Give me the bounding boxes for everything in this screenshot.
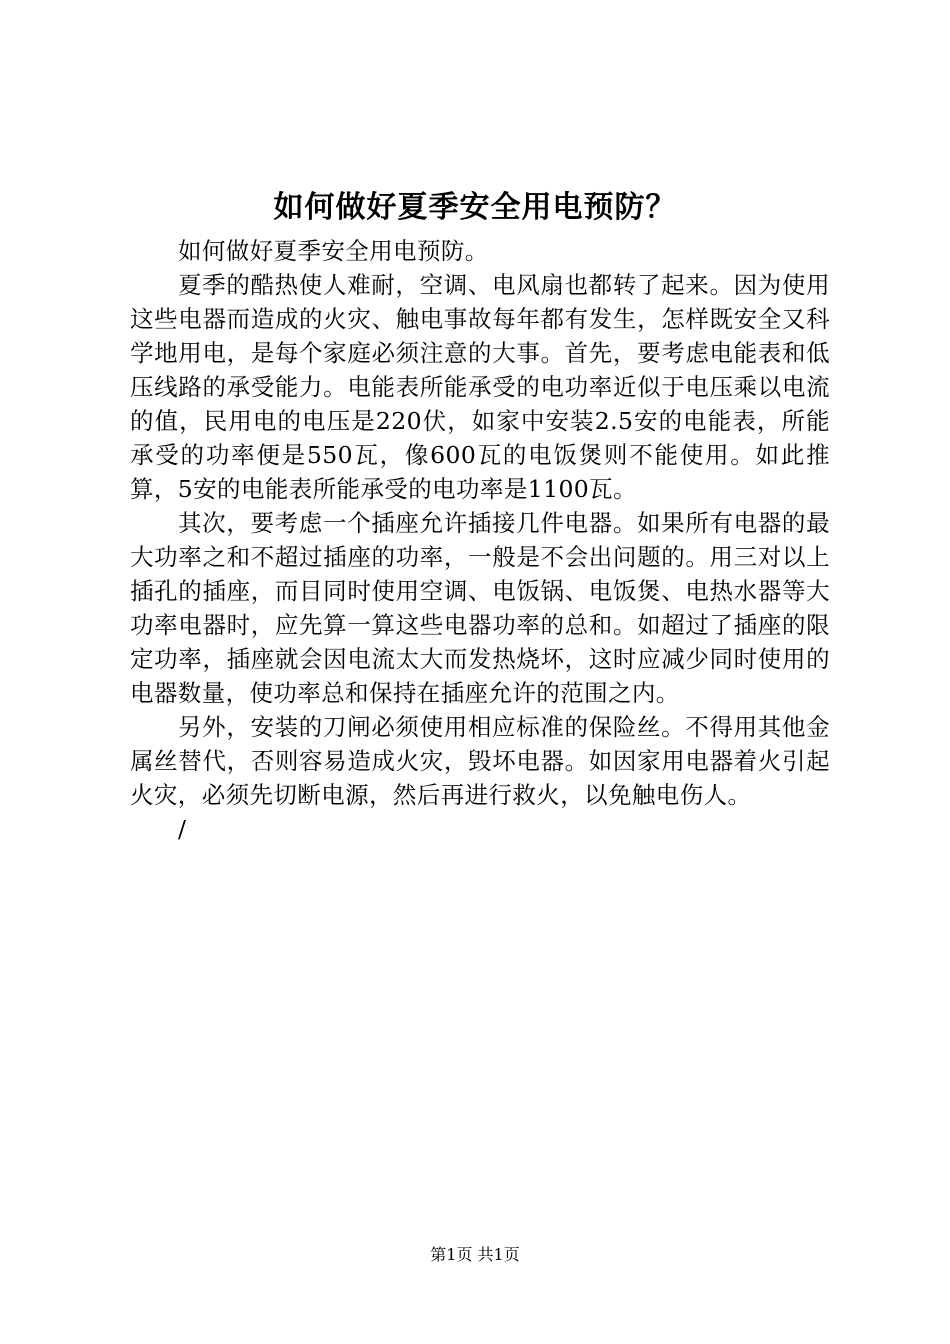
document-title: 如何做好夏季安全用电预防？ (273, 190, 677, 225)
paragraph-fuse-safety: 另外，安装的刀闸必须使用相应标准的保险丝。不得用其他金属丝替代，否则容易造成火灾，毁坏电器。如因家用电器着火引起火灾，必须先切断电源，然后再进行救火，以免触电伤人。 (130, 713, 830, 809)
paragraph-intro: 如何做好夏季安全用电预防。 (178, 237, 489, 265)
paragraph-trailing-mark: / (178, 815, 187, 843)
document-body (130, 234, 830, 846)
page-footer: 第1页 共1页 (430, 1245, 520, 1264)
paragraph-meter-capacity: 夏季的酷热使人难耐，空调、电风扇也都转了起来。因为使用这些电器而造成的火灾、触电事故每年都有发生，怎样既安全又科学地用电，是每个家庭必须注意的大事。首先，要考虑电能表和低压线路的承受能力。电能表所能承受的电功率近似于电压乘以电流的值，民用电的电压是220伏，如家中安装2.5安的电能表，所能承受的功率便是550瓦，像600瓦的电饭煲则不能使用。如此推算，5安的电能表所能承受的电功率是1100瓦。 (130, 271, 830, 503)
paragraph-socket-load: 其次，要考虑一个插座允许插接几件电器。如果所有电器的最大功率之和不超过插座的功率，一般是不会出问题的。用三对以上插孔的插座，而目同时使用空调、电饭锅、电饭煲、电热水器等大功率电器时，应先算一算这些电器功率的总和。如超过了插座的限定功率，插座就会因电流太大而发热烧坏，这时应减少同时使用的电器数量，使功率总和保持在插座允许的范围之内。 (130, 509, 830, 707)
